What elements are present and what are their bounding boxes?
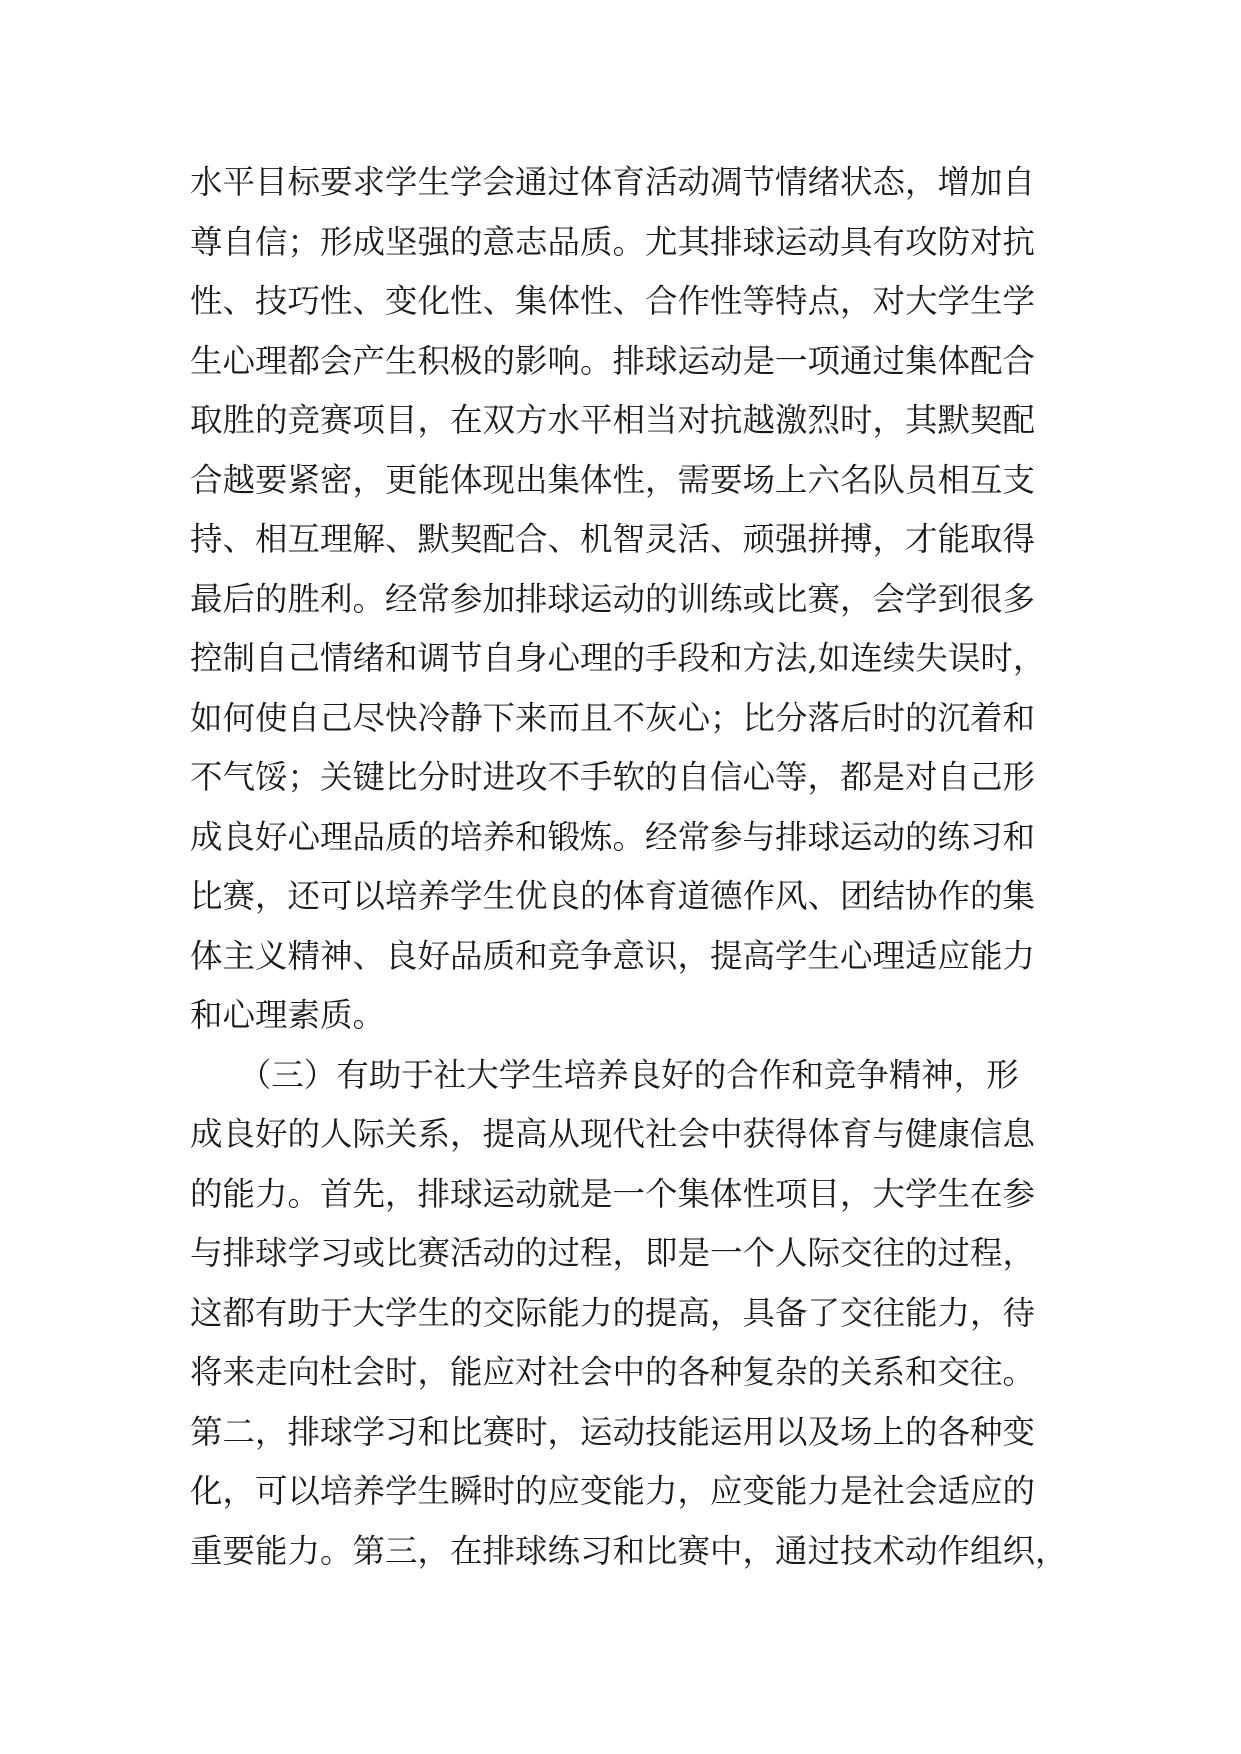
text-line: 化，可以培养学生瞬时的应变能力，应变能力是社会适应的: [190, 1472, 1036, 1510]
text-line: 和心理素质。: [190, 996, 386, 1034]
text-line: 最后的胜利。经常参加排球运动的训练或比赛，会学到很多: [190, 579, 1036, 618]
text-line: 第二，排球学习和比赛时，运动技能运用以及场上的各种变: [190, 1412, 1036, 1451]
section-heading-line: （三）有助于社大学生培养良好的合作和竞争精神，形: [190, 1055, 1019, 1094]
text-line: 将来走向杜会时，能应对社会中的各种复杂的关系和交往。: [190, 1353, 1036, 1391]
text-line: 体主义精神、良好品质和竞争意识，提高学生心理适应能力: [190, 936, 1036, 975]
text-line: 这都有助于大学生的交际能力的提高，具备了交往能力，待: [190, 1293, 1036, 1332]
text-line: 成良好心理品质的培养和锻炼。经常参与排球运动的练习和: [190, 817, 1036, 856]
text-line: 生心理都会产生积极的影响。排球运动是一项通过集体配合: [190, 341, 1036, 380]
text-line: 如何使自己尽快冷静下来而且不灰心；比分落后时的沉着和: [190, 698, 1036, 737]
text-line: 性、技巧性、变化性、集体性、合作性等特点，对大学生学: [190, 282, 1036, 320]
text-line: 重要能力。第三，在排球练习和比赛中，通过技术动作组织，: [190, 1531, 1068, 1570]
body-text: [190, 153, 1070, 1581]
text-line: 持、相互理解、默契配合、机智灵活、顽强拼搏，才能取得: [190, 520, 1036, 558]
text-line: 合越要紧密，更能体现出集体性，需要场上六名队员相互支: [190, 460, 1036, 499]
text-line: 比赛，还可以培养学生优良的体育道德作风、团结协作的集: [190, 877, 1036, 915]
text-line: 控制自己情绪和调节自身心理的手段和方法,如连续失误时，: [190, 639, 1046, 677]
text-line: 不气馁；关键比分时进攻不手软的自信心等，都是对自己形: [190, 758, 1036, 796]
text-line: 尊自信；形成坚强的意志品质。尤其排球运动具有攻防对抗: [190, 222, 1036, 261]
text-line: 与排球学习或比赛活动的过程，即是一个人际交往的过程，: [190, 1234, 1036, 1272]
text-line: 的能力。首先，排球运动就是一个集体性项目，大学生在参: [190, 1174, 1036, 1213]
text-line: 水平目标要求学生学会通过体育活动凋节情绪状态，增加自: [190, 163, 1036, 201]
text-line: 成良好的人际关系，提高从现代社会中获得体育与健康信息: [190, 1115, 1036, 1153]
text-line: 取胜的竞赛项目，在双方水平相当对抗越激烈时，其默契配: [190, 401, 1036, 439]
